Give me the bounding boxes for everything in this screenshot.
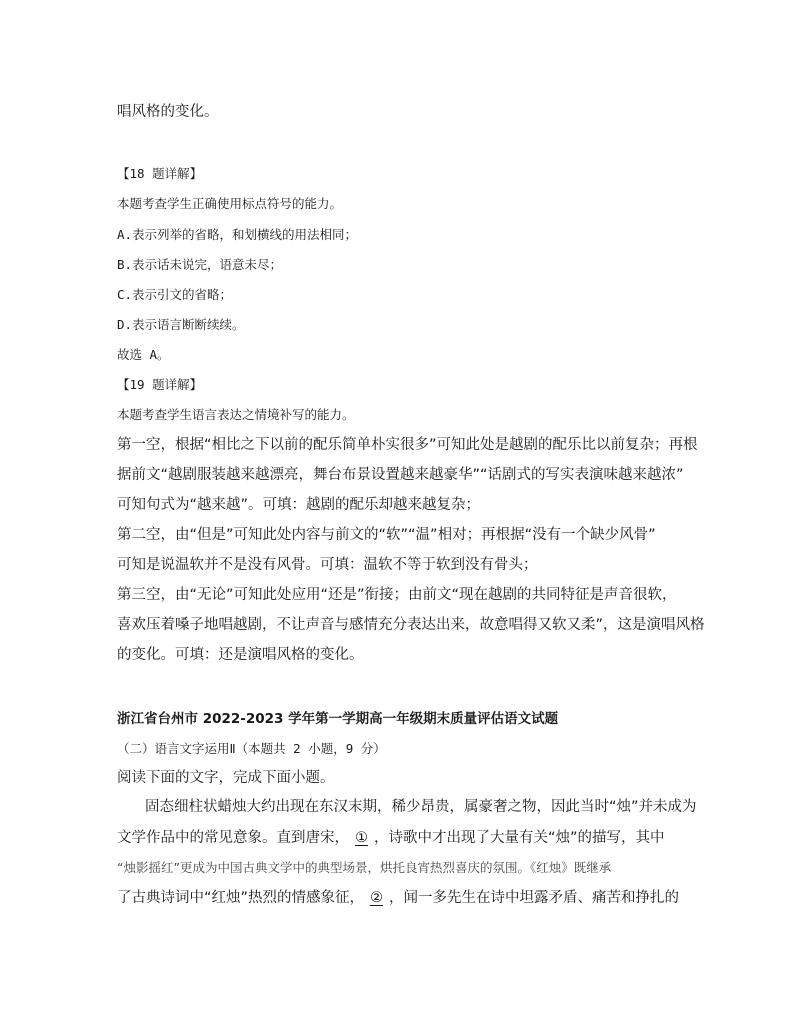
q19-line: 第三空，由“无论”可知此处应用“还是”衔接；由前文“现在越剧的共同特征是声音很软， [117, 587, 677, 603]
passage-text: 文学作品中的常见意象。直到唐宋， [117, 830, 349, 846]
q19-line: 据前文“越剧服装越来越漂亮，舞台布景设置越来越豪华”“话剧式的写实表演味越来越浓” [117, 467, 684, 483]
q19-line: 喜欢压着嗓子地唱越剧，不让声音与感情充分表达出来，故意唱得又软又柔”，这是演唱风格 [117, 617, 705, 633]
reading-instruction: 阅读下面的文字，完成下面小题。 [117, 770, 335, 786]
q19-heading: 【19 题详解】 [117, 377, 203, 392]
blank-2: ② [370, 890, 384, 906]
passage-line: “烛影摇红”更成为中国古典文学中的典型场景，烘托良宵热烈喜庆的氛围。《红烛》既继承 [117, 860, 612, 875]
passage-text: 了古典诗词中“红烛”热烈的情感象征， [117, 890, 365, 906]
q18-option-d: D.表示语言断断续续。 [117, 317, 245, 332]
passage-line-with-blank [117, 889, 682, 907]
q18-line: 本题考查学生正确使用标点符号的能力。 [117, 196, 343, 211]
q19-line: 的变化。可填：还是演唱风格的变化。 [117, 647, 364, 663]
q19-line: 可知句式为“越来越”。可填：越剧的配乐却越来越复杂； [117, 497, 481, 513]
passage-line: 固态细柱状蜡烛大约出现在东汉末期，稀少昂贵，属豪奢之物，因此当时“烛”并未成为 [145, 799, 697, 815]
q19-intro: 本题考查学生语言表达之情境补写的能力。 [117, 407, 355, 422]
passage-line-with-blank [117, 829, 682, 847]
q18-option-c: C.表示引文的省略； [117, 287, 233, 302]
q19-line: 第一空，根据“相比之下以前的配乐简单朴实很多”可知此处是越剧的配乐比以前复杂；再根 [117, 437, 698, 453]
q19-line: 第二空，由“但是”可知此处内容与前文的“软”“温”相对；再根据“没有一个缺少风骨” [117, 527, 656, 543]
q18-answer: 故选 A。 [117, 347, 170, 362]
q18-heading: 【18 题详解】 [117, 166, 203, 181]
q18-option-b: B.表示话未说完，语意未尽； [117, 257, 283, 272]
exam-title: 浙江省台州市 2022-2023 学年第一学期高一年级期末质量评估语文试题 [117, 711, 559, 727]
previous-answer-ending: 唱风格的变化。 [117, 104, 219, 120]
passage-text: ，闻一多先生在诗中坦露矛盾、痛苦和挣扎的 [389, 890, 680, 906]
q18-option-a: A.表示列举的省略，和划横线的用法相同； [117, 227, 358, 242]
q19-line: 可知是说温软并不是没有风骨。可填：温软不等于软到没有骨头； [117, 557, 538, 573]
passage-text: ，诗歌中才出现了大量有关“烛”的描写，其中 [374, 830, 665, 846]
blank-1: ① [355, 830, 368, 846]
section-subtitle: （二）语言文字运用Ⅱ（本题共 2 小题，9 分） [117, 741, 386, 756]
